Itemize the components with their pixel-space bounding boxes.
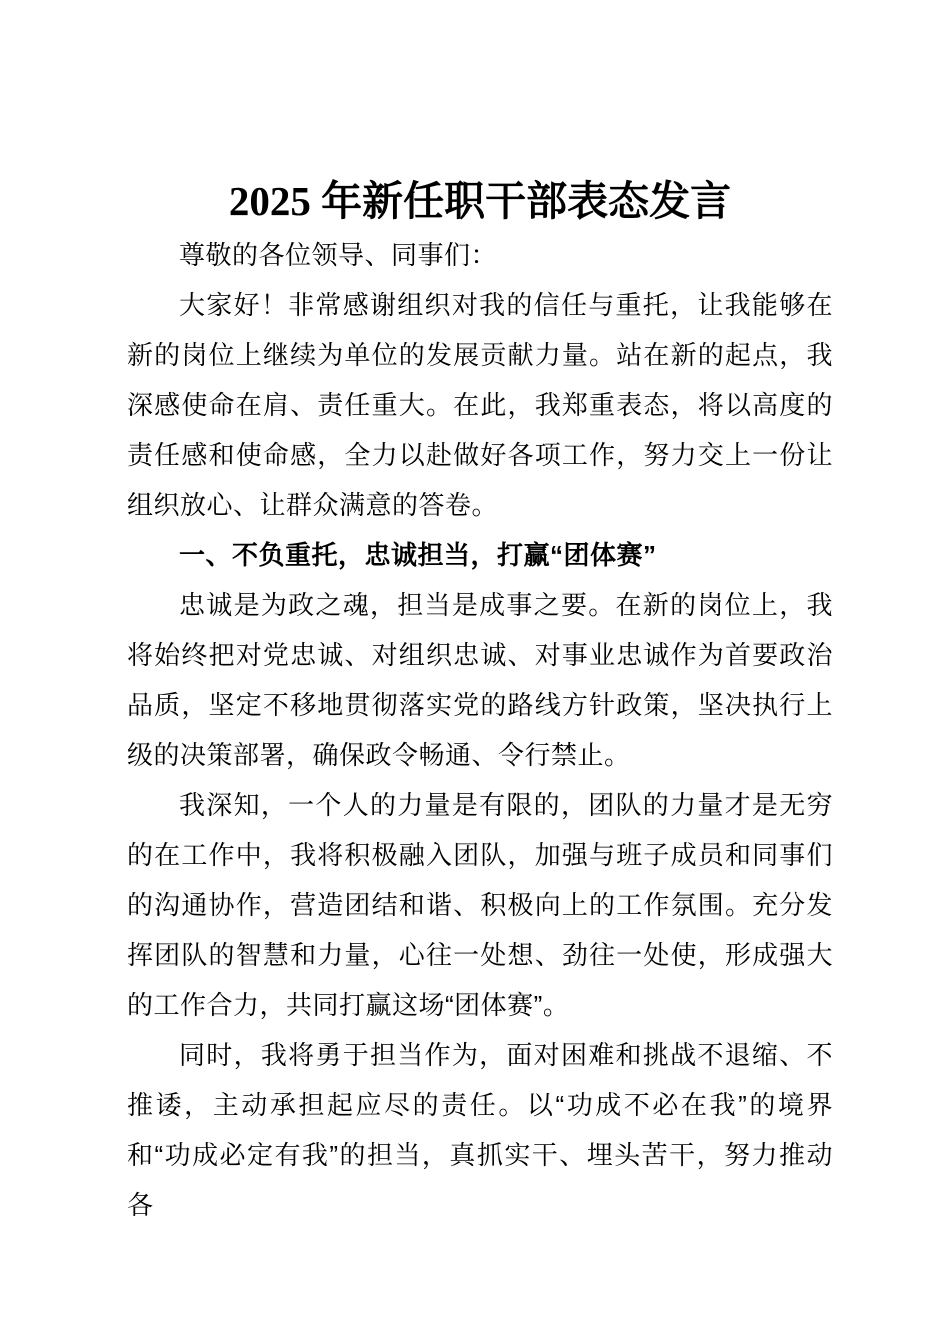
document-title: 2025 年新任职干部表态发言	[228, 178, 732, 224]
section-heading: 一、不负重托，忠诚担当，打赢“团体赛”	[179, 540, 657, 570]
body-paragraph: 忠诚是为政之魂，担当是成事之要。在新的岗位上，我将始终把对党忠诚、对组织忠诚、对事业忠诚作为首要政治品质，坚定不移地贯彻落实党的路线方针政策，坚决执行上级的决策部署，确保政令畅通、令行禁止。	[127, 590, 833, 770]
body-paragraph: 我深知，一个人的力量是有限的，团队的力量才是无穷的在工作中，我将积极融入团队，加强与班子成员和同事们的沟通协作，营造团结和谐、积极向上的工作氛围。充分发挥团队的智慧和力量，心往一处想、劲往一处使，形成强大的工作合力，共同打赢这场“团体赛”。	[127, 790, 833, 1020]
document-body	[127, 230, 833, 1230]
salutation-line: 尊敬的各位领导、同事们：	[179, 240, 498, 270]
body-paragraph: 大家好！非常感谢组织对我的信任与重托，让我能够在新的岗位上继续为单位的发展贡献力量。站在新的起点，我深感使命在肩、责任重大。在此，我郑重表态，将以高度的责任感和使命感，全力以赴做好各项工作，努力交上一份让组织放心、让群众满意的答卷。	[127, 290, 833, 520]
body-paragraph: 同时，我将勇于担当作为，面对困难和挑战不退缩、不推诿，主动承担起应尽的责任。以“功成不必在我”的境界和“功成必定有我”的担当，真抓实干、埋头苦干，努力推动各	[127, 1040, 833, 1220]
